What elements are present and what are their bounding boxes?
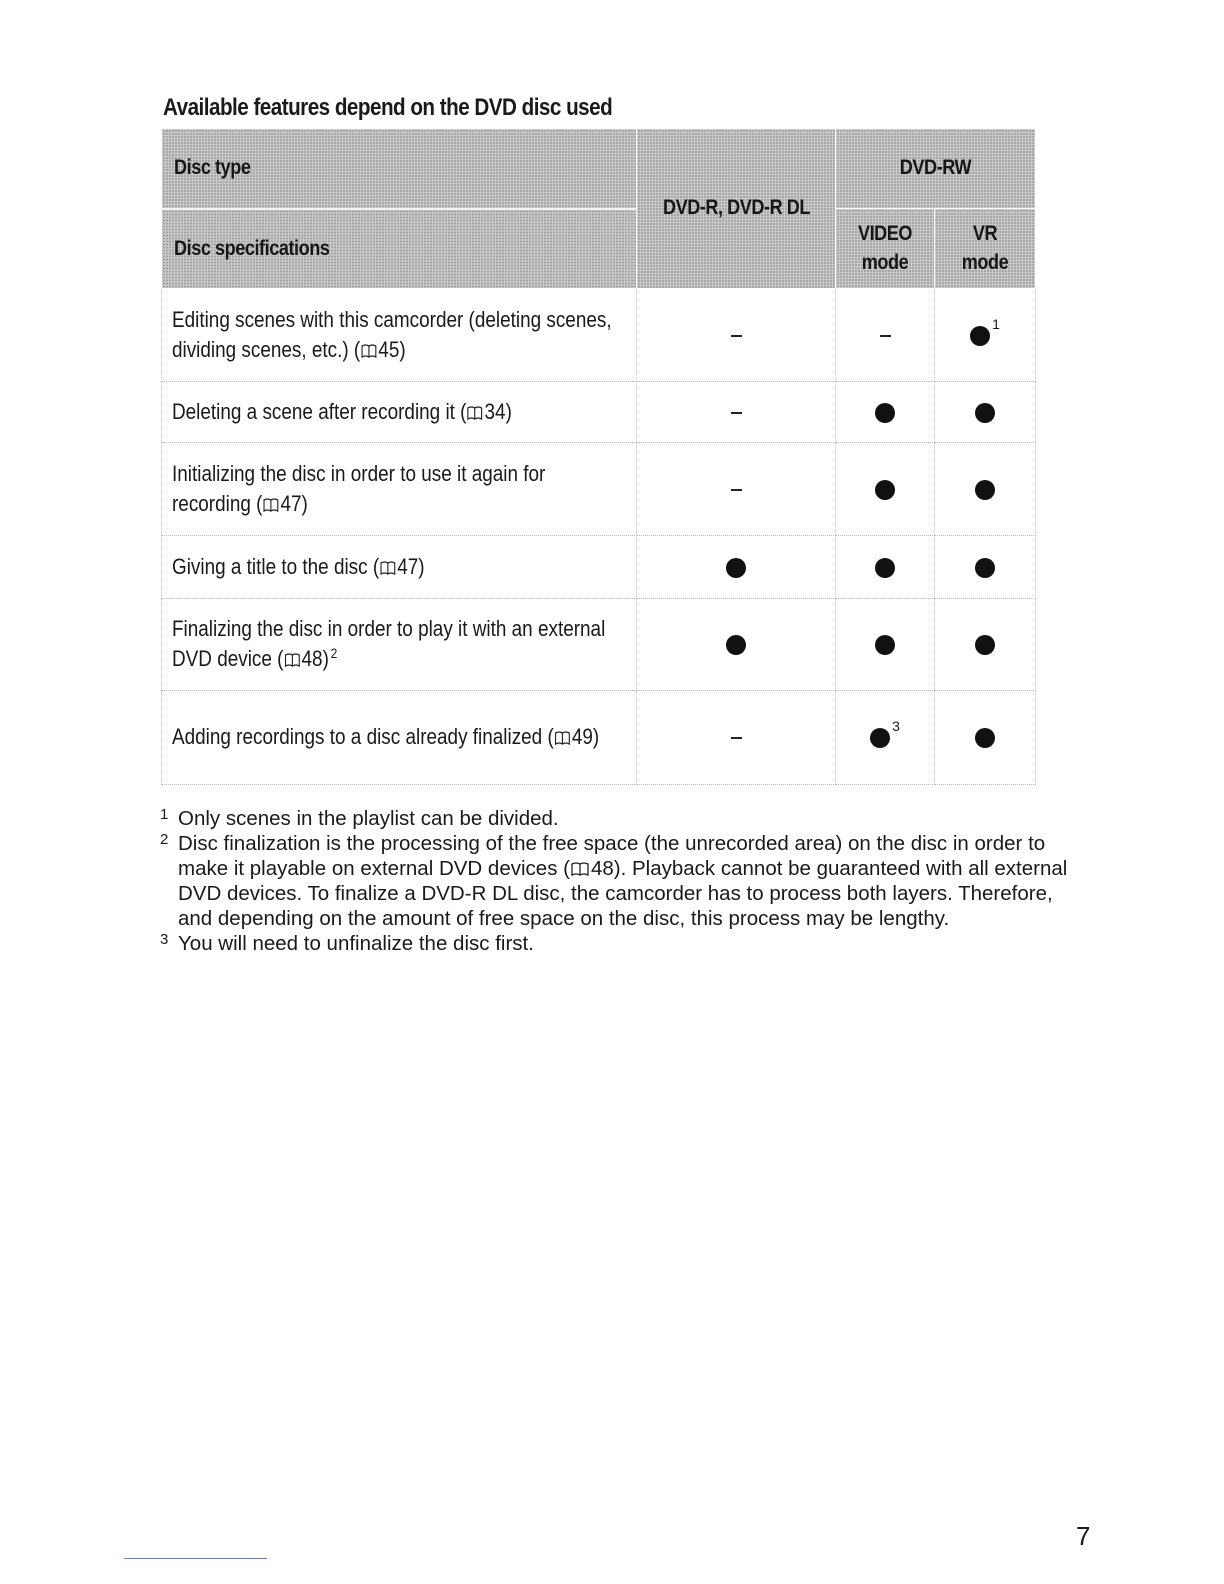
footnote-marker: 1 <box>992 315 1000 332</box>
filled-circle-icon <box>975 635 995 655</box>
dash-icon <box>731 489 742 491</box>
book-reference-icon <box>467 406 482 420</box>
header-dvd-r: DVD-R, DVD-R DL <box>637 129 836 289</box>
filled-circle-icon <box>870 728 890 748</box>
book-reference-icon <box>361 344 376 358</box>
filled-circle-icon <box>975 480 995 500</box>
book-reference-icon <box>555 731 570 745</box>
book-reference-icon <box>571 862 589 876</box>
footnote-3: 3 You will need to unfinalize the disc first. <box>160 931 534 955</box>
footnotes <box>160 806 1080 956</box>
footnote-marker: 2 <box>330 645 338 661</box>
video-mode-cell <box>836 288 935 381</box>
vr-mode-cell <box>935 381 1036 442</box>
page-title: Available features depend on the DVD disc used <box>163 94 613 121</box>
table-row <box>162 381 1036 442</box>
feature-cell: Editing scenes with this camcorder (deleting scenes, dividing scenes, etc.) ( 45) <box>162 288 637 381</box>
vr-mode-cell <box>935 288 1036 381</box>
filled-circle-icon <box>726 558 746 578</box>
header-disc-specifications: Disc specifications <box>162 209 637 289</box>
footnote-2: 2 Disc finalization is the processing of the free space (the unrecorded area) on the disc in order to make it playable on external DVD devices ( 48). Playback cannot be guaranteed with all external DVD devices. To finalize a DVD-R DL disc, the camcorder has to process both layers. Therefore, and depending on the amount of free space on the disc, this process may be lengthy. <box>160 831 1068 930</box>
feature-table <box>161 128 1036 785</box>
dvd-r-cell <box>637 535 836 598</box>
dvd-r-cell <box>637 381 836 442</box>
video-mode-cell <box>836 381 935 442</box>
filled-circle-icon <box>875 635 895 655</box>
table-row <box>162 598 1036 690</box>
dash-icon <box>731 412 742 414</box>
table-row <box>162 442 1036 535</box>
book-reference-icon <box>284 653 299 667</box>
filled-circle-icon <box>875 403 895 423</box>
vr-mode-cell <box>935 690 1036 784</box>
video-mode-cell <box>836 598 935 690</box>
feature-cell: Giving a title to the disc ( 47) <box>162 535 637 598</box>
dash-icon <box>731 335 742 337</box>
filled-circle-icon <box>875 480 895 500</box>
feature-cell: Initializing the disc in order to use it again for recording ( 47) <box>162 442 637 535</box>
header-vr-mode <box>935 209 1036 289</box>
dash-icon <box>731 737 742 739</box>
filled-circle-icon <box>875 558 895 578</box>
book-reference-icon <box>263 498 278 512</box>
header-dvd-rw: DVD-RW <box>836 129 1036 209</box>
dvd-r-cell <box>637 288 836 381</box>
dvd-r-cell <box>637 690 836 784</box>
dash-icon <box>880 335 891 337</box>
video-mode-cell <box>836 535 935 598</box>
vr-mode-cell <box>935 442 1036 535</box>
filled-circle-icon <box>975 403 995 423</box>
table-row <box>162 690 1036 784</box>
feature-cell: Adding recordings to a disc already finalized ( 49) <box>162 690 637 784</box>
table-row <box>162 288 1036 381</box>
footer-rule <box>124 1558 267 1559</box>
page-number: 7 <box>1076 1521 1091 1551</box>
filled-circle-icon <box>975 728 995 748</box>
video-mode-cell <box>836 690 935 784</box>
dvd-r-cell <box>637 598 836 690</box>
table-row <box>162 535 1036 598</box>
filled-circle-icon <box>726 635 746 655</box>
video-mode-label: VIDEO mode <box>857 222 913 275</box>
filled-circle-icon <box>975 558 995 578</box>
video-mode-cell <box>836 442 935 535</box>
feature-cell: Deleting a scene after recording it ( 34) <box>162 381 637 442</box>
footnote-1: 1 Only scenes in the playlist can be divided. <box>160 806 559 830</box>
vr-mode-cell <box>935 598 1036 690</box>
header-disc-type: Disc type <box>162 129 637 209</box>
book-reference-icon <box>380 561 395 575</box>
header-video-mode <box>836 209 935 289</box>
vr-mode-cell <box>935 535 1036 598</box>
dvd-r-cell <box>637 442 836 535</box>
vr-mode-label: VR mode <box>961 222 1009 275</box>
footnote-marker: 3 <box>892 718 900 734</box>
filled-circle-icon <box>970 326 990 346</box>
feature-cell: Finalizing the disc in order to play it with an external DVD device ( 48) $^2$ <box>162 598 637 690</box>
